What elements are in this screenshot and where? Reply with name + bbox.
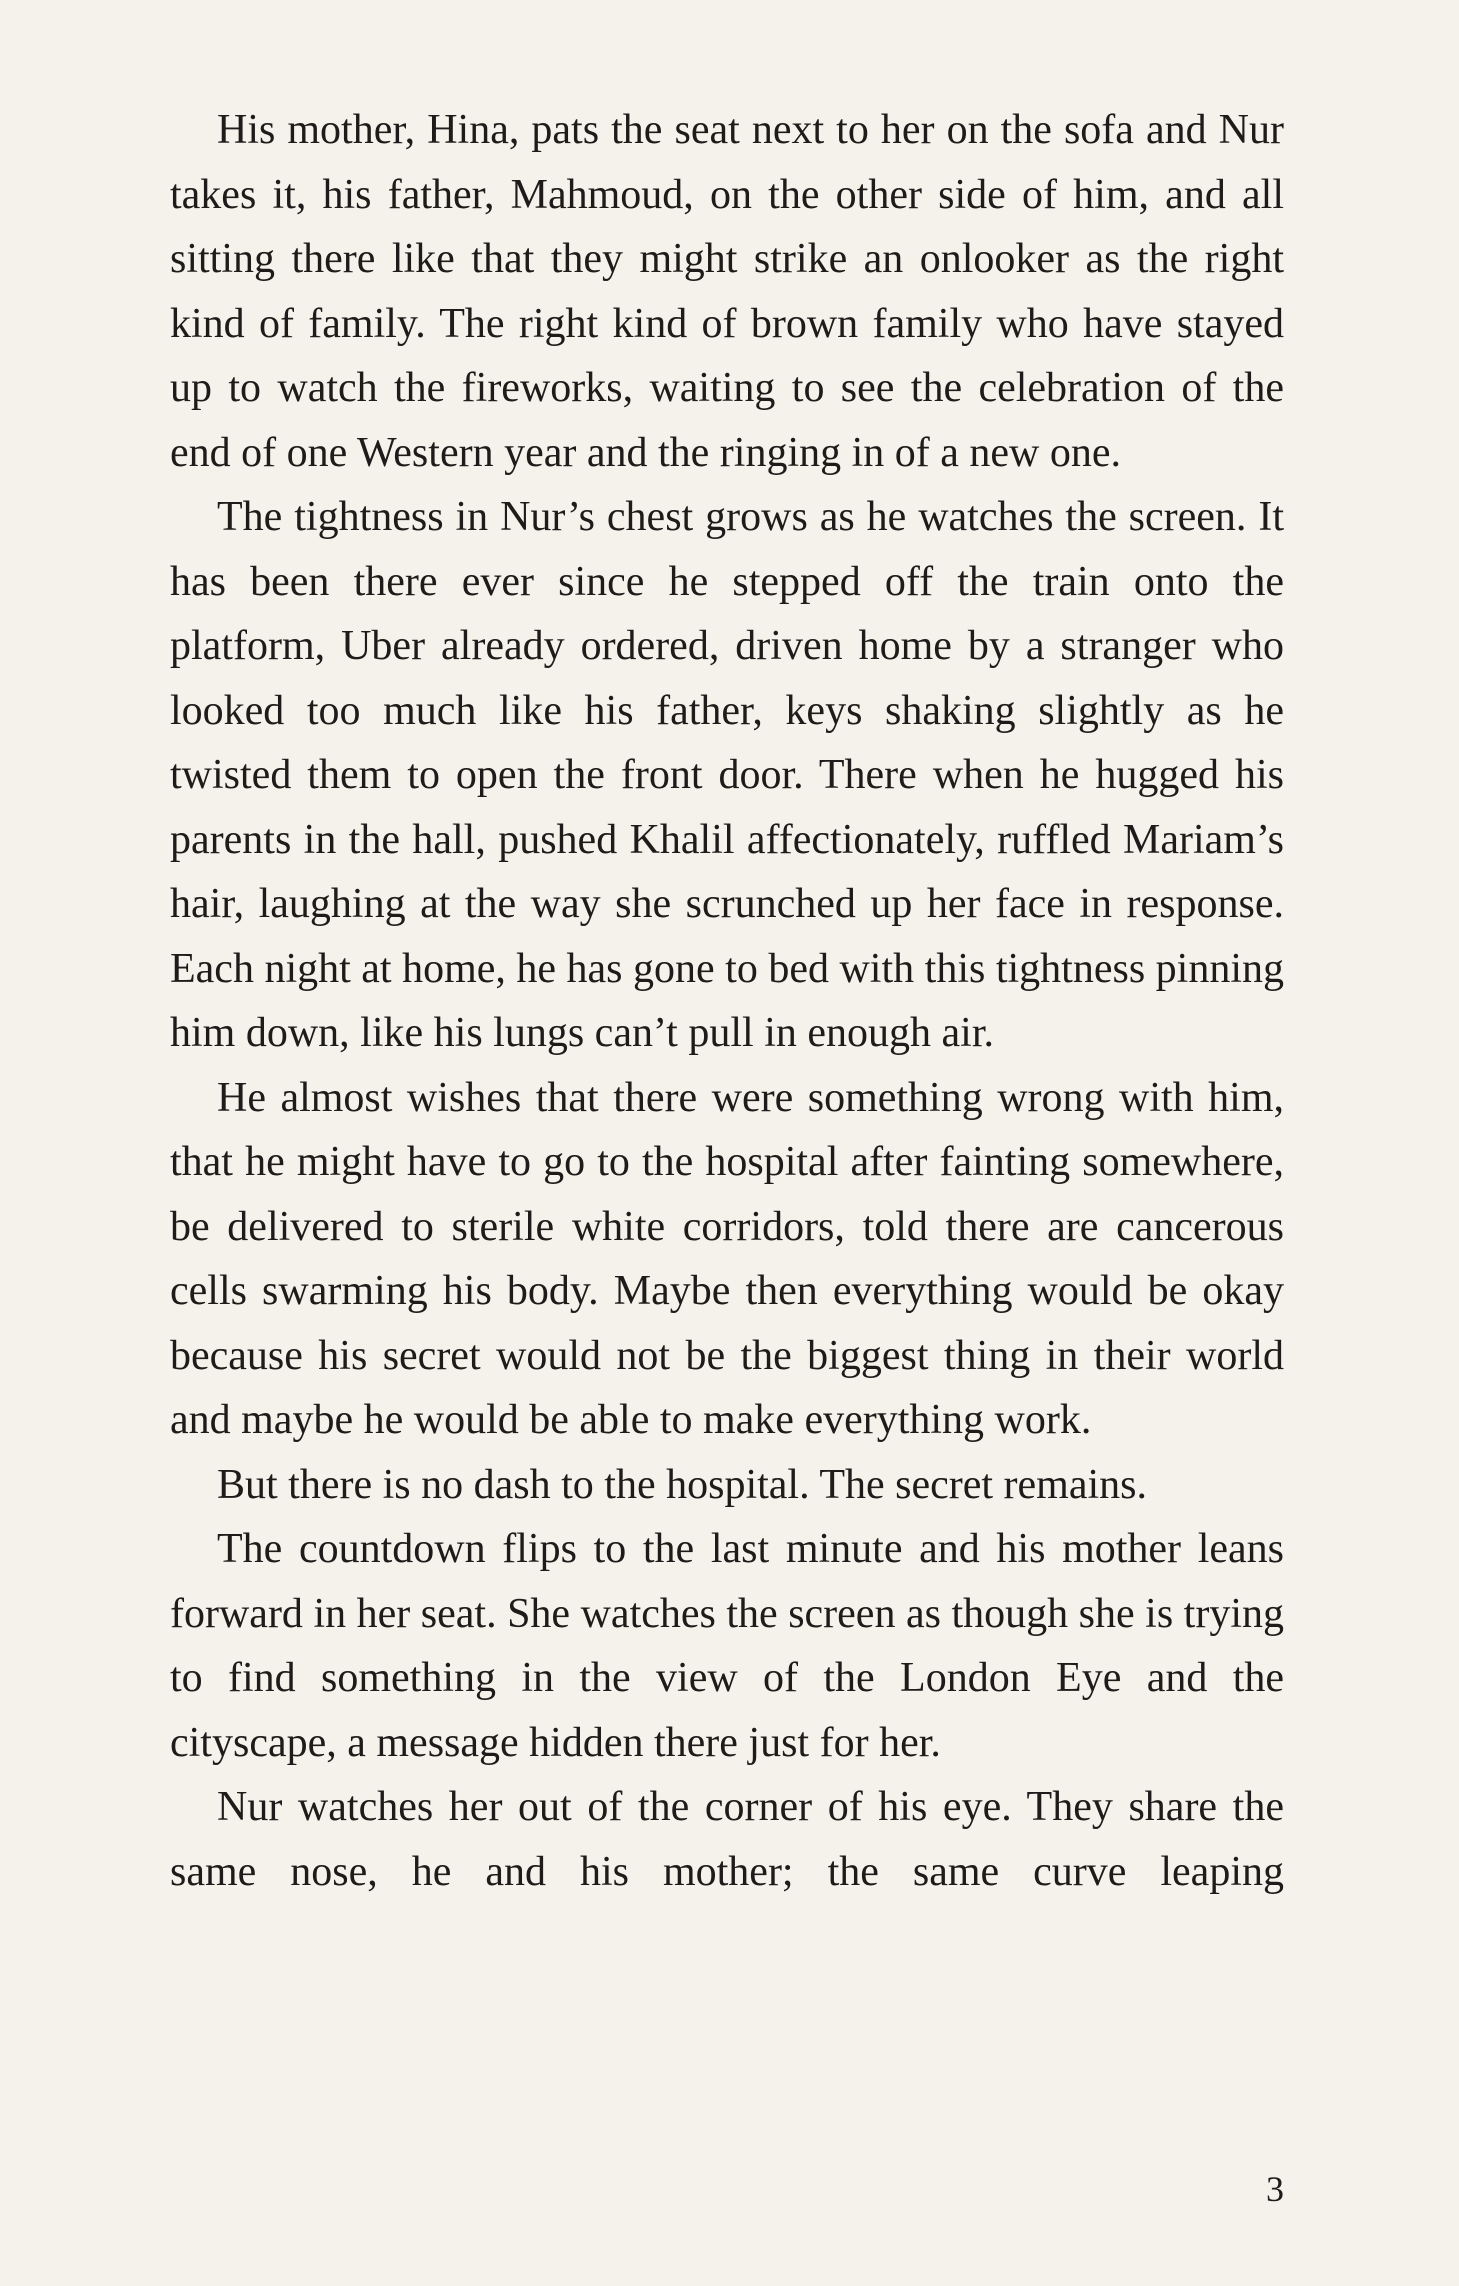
page-number: 3: [1266, 2169, 1284, 2209]
paragraph-6: Nur watches her out of the corner of his eye. They share the same nose, he and his mother; the same curve leaping: [170, 1784, 1284, 1895]
paragraph-1: His mother, Hina, pats the seat next to her on the sofa and Nur takes it, his father, Mahmoud, on the other side of him, and all sitting there like that they might strike an onlooker as the right kind of family. The right kind of brown family who have stayed up to watch the fireworks, waiting to see the celebration of the end of one Western year and the ringing in of a new one.: [170, 107, 1284, 476]
paragraph-4: But there is no dash to the hospital. The secret remains.: [217, 1461, 1148, 1508]
paragraph-5: The countdown flips to the last minute and his mother leans forward in her seat. She watches the screen as though she is trying to find something in the view of the London Eye and the cityscape, a message hidden there just for her.: [170, 1526, 1284, 1766]
paragraph-2: The tightness in Nur’s chest grows as he watches the screen. It has been there ever since he stepped off the train onto the platform, Uber already ordered, driven home by a stranger who looked too much like his father, keys shaking slightly as he twisted them to open the front door. There when he hugged his parents in the hall, pushed Khalil affectionately, ruffled Mariam’s hair, laughing at the way she scrunched up her face in response. Each night at home, he has gone to bed with this tightness pinning him down, like his lungs can’t pull in enough air.: [170, 494, 1285, 1056]
body-text: [170, 98, 1284, 1904]
paragraph-3: He almost wishes that there were something wrong with him, that he might have to go to the hospital after fainting somewhere, be delivered to sterile white corridors, told there are cancerous cells swarming his body. Maybe then everything would be okay because his secret would not be the biggest thing in their world and maybe he would be able to make everything work.: [170, 1074, 1284, 1443]
